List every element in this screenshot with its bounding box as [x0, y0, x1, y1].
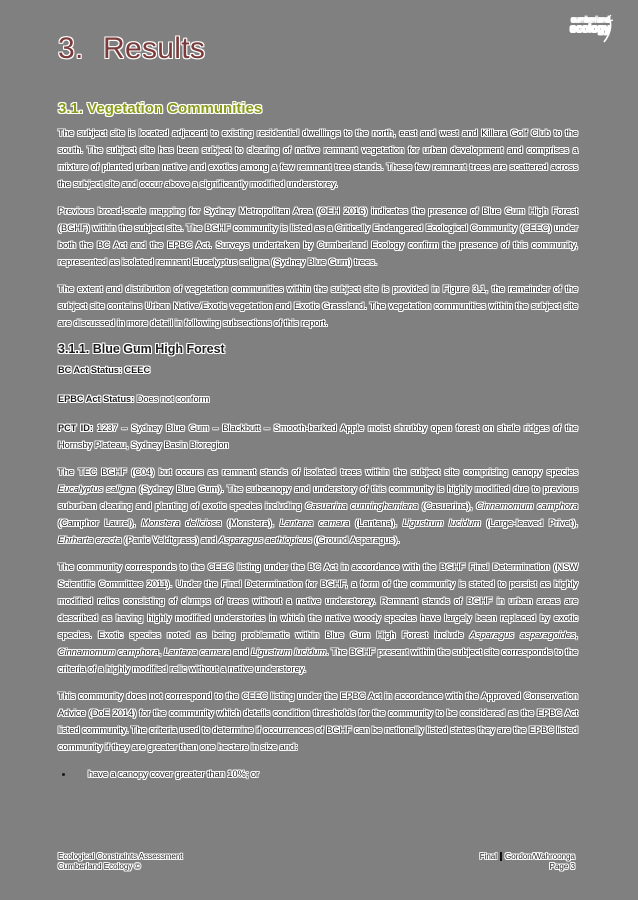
paragraph-ceec-correspondence	[58, 559, 578, 678]
paragraph: Previous broad-scale mapping for Sydney Metropolitan Area (OEH 2016) indicates the presence of Blue Gum High Forest (BGHF) within the subject site. The BGHF community is listed as a Critically Endangered Ecological Community (CEEC) under both the BC Act and the EPBC Act. Surveys undertaken by Cumberland Ecology confirm the presence of this community, represented as isolated remnant Eucalyptus saligna (Sydney Blue Gum) trees.	[58, 206, 578, 267]
species-name: Lantana camara	[279, 518, 350, 528]
species-name: Cinnamomum camphora	[58, 647, 159, 657]
document-body	[58, 100, 578, 783]
text-run: ,	[575, 630, 578, 640]
text-run: (Casuarina),	[418, 501, 477, 511]
text-run: (Monstera),	[221, 518, 280, 528]
paragraph: The extent and distribution of vegetation communities within the subject site is provided in Figure 3.1, the remainder of the subject site contains Urban Native/Exotic vegetation and Exotic Grassland. The vegetation communities within the subject site are discussed in more detail in following subsections of this report.	[58, 284, 578, 328]
text-run: (Ground Asparagus).	[311, 535, 400, 545]
species-name: Ehrharta erecta	[58, 535, 122, 545]
text-run: The community corresponds to the CEEC listing under the BC Act in accordance with the BGHF Final Determination (NSW Scientific Committee 2011). Under the Final Determination for BGHF, a form of the community is stated to persist as highly modified relics consisting of clumps of trees without a native understorey. Remnant stands of BGHF in urban areas are described as having highly modified understories in which the native woody species have largely been replaced by exotic species. Exotic species noted as being problematic within Blue Gum High Forest include	[58, 562, 578, 640]
epbc-status-label: EPBC Act Status:	[58, 394, 135, 404]
footer-divider	[500, 852, 502, 861]
footer-left	[58, 852, 183, 872]
section-number: 3.	[58, 32, 84, 65]
pct-label: PCT ID:	[58, 423, 93, 433]
species-name: Ligustrum lucidum	[251, 647, 326, 657]
logo-line-2: ecology	[569, 23, 610, 35]
footer-copyright: Cumberland Ecology ©	[58, 862, 141, 871]
text-run: and	[230, 647, 252, 657]
text-run: (Large-leaved Privet),	[480, 518, 578, 528]
species-name: Asparagus aethiopicus	[218, 535, 312, 545]
text-run: The TEC BGHF (C04) but occurs as remnant stands of isolated trees within the subject site comprising canopy species	[58, 467, 578, 477]
footer-location: Gordon/Wahroonga	[505, 852, 575, 861]
text-run: (Camphor Laurel),	[58, 518, 142, 528]
bc-status-label: BC Act Status:	[58, 365, 122, 375]
section-title: Results	[103, 32, 206, 65]
logo-line-1: cumberland	[571, 17, 610, 24]
page-title	[58, 32, 205, 66]
species-name: Lantana camara	[164, 647, 231, 657]
paragraph-epbc-correspondence: This community does not correspond to the CEEC listing under the EPBC Act in accordance with the Approved Conservation Advice (DoE 2014) for the community which details condition thresholds for the community to be considered as the EPBC Act listed community. The criteria used to determine if occurrences of BGHF can be nationally listed states they are the EPBC listed community if they are greater than one hectare in size and:	[58, 691, 578, 752]
text-run: (Lantana),	[349, 518, 403, 528]
text-run: . The BGHF present within the subject site corresponds to the criteria of a highly modified relic without a native understorey.	[58, 647, 578, 674]
leaf-swoosh-icon	[600, 14, 614, 44]
species-name: Casuarina cunninghamiana	[305, 501, 419, 511]
paragraph: The subject site is located adjacent to existing residential dwellings to the north, east and west and Killara Golf Club to the south. The subject site has been subject to clearing of native remnant vegetation for urban development and comprises a mixture of planted urban native and exotics among a few remnant tree stands. These few remnant trees are scattered across the subject site and occur above a significantly modified understorey.	[58, 128, 578, 189]
bc-status-value: CEEC	[124, 365, 151, 375]
pct-value: 1237 – Sydney Blue Gum – Blackbutt – Smooth-barked Apple moist shrubby open forest on shale ridges of the Hornsby Plateau, Sydney Basin Bioregion	[58, 423, 578, 450]
subsection-heading-blue-gum-high-forest: 3.1.1. Blue Gum High Forest	[58, 342, 225, 356]
text-run: (Panic Veldtgrass) and	[121, 535, 219, 545]
species-name: Monstera deliciosa	[141, 518, 222, 528]
species-name: Cinnamomum camphora	[476, 501, 579, 511]
species-name: Eucalyptus saligna	[58, 484, 136, 494]
list-item: • have a canopy cover greater than 10%; or	[74, 766, 578, 783]
epbc-status-value: Does not conform	[136, 394, 210, 404]
footer-status: Final	[479, 852, 498, 861]
cumberland-ecology-logo	[556, 16, 610, 46]
section-heading-vegetation-communities: 3.1. Vegetation Communities	[58, 100, 263, 117]
paragraph-tec-description	[58, 464, 578, 549]
footer-document-title: Ecological Constraints Assessment	[58, 852, 183, 861]
criteria-list	[58, 766, 578, 783]
footer-right	[480, 852, 575, 872]
species-name: Ligustrum lucidum	[402, 518, 481, 528]
bc-act-status	[58, 362, 578, 379]
epbc-act-status	[58, 391, 578, 408]
page-number: Page 3	[549, 862, 575, 871]
species-name: Asparagus asparagoides	[469, 630, 576, 640]
text-run: (Sydney Blue Gum). The subcanopy and understory of this community is highly modified due to previous suburban clearing and planting of exotic species including	[58, 484, 578, 511]
text-run: ,	[158, 647, 164, 657]
pct-id	[58, 420, 578, 454]
